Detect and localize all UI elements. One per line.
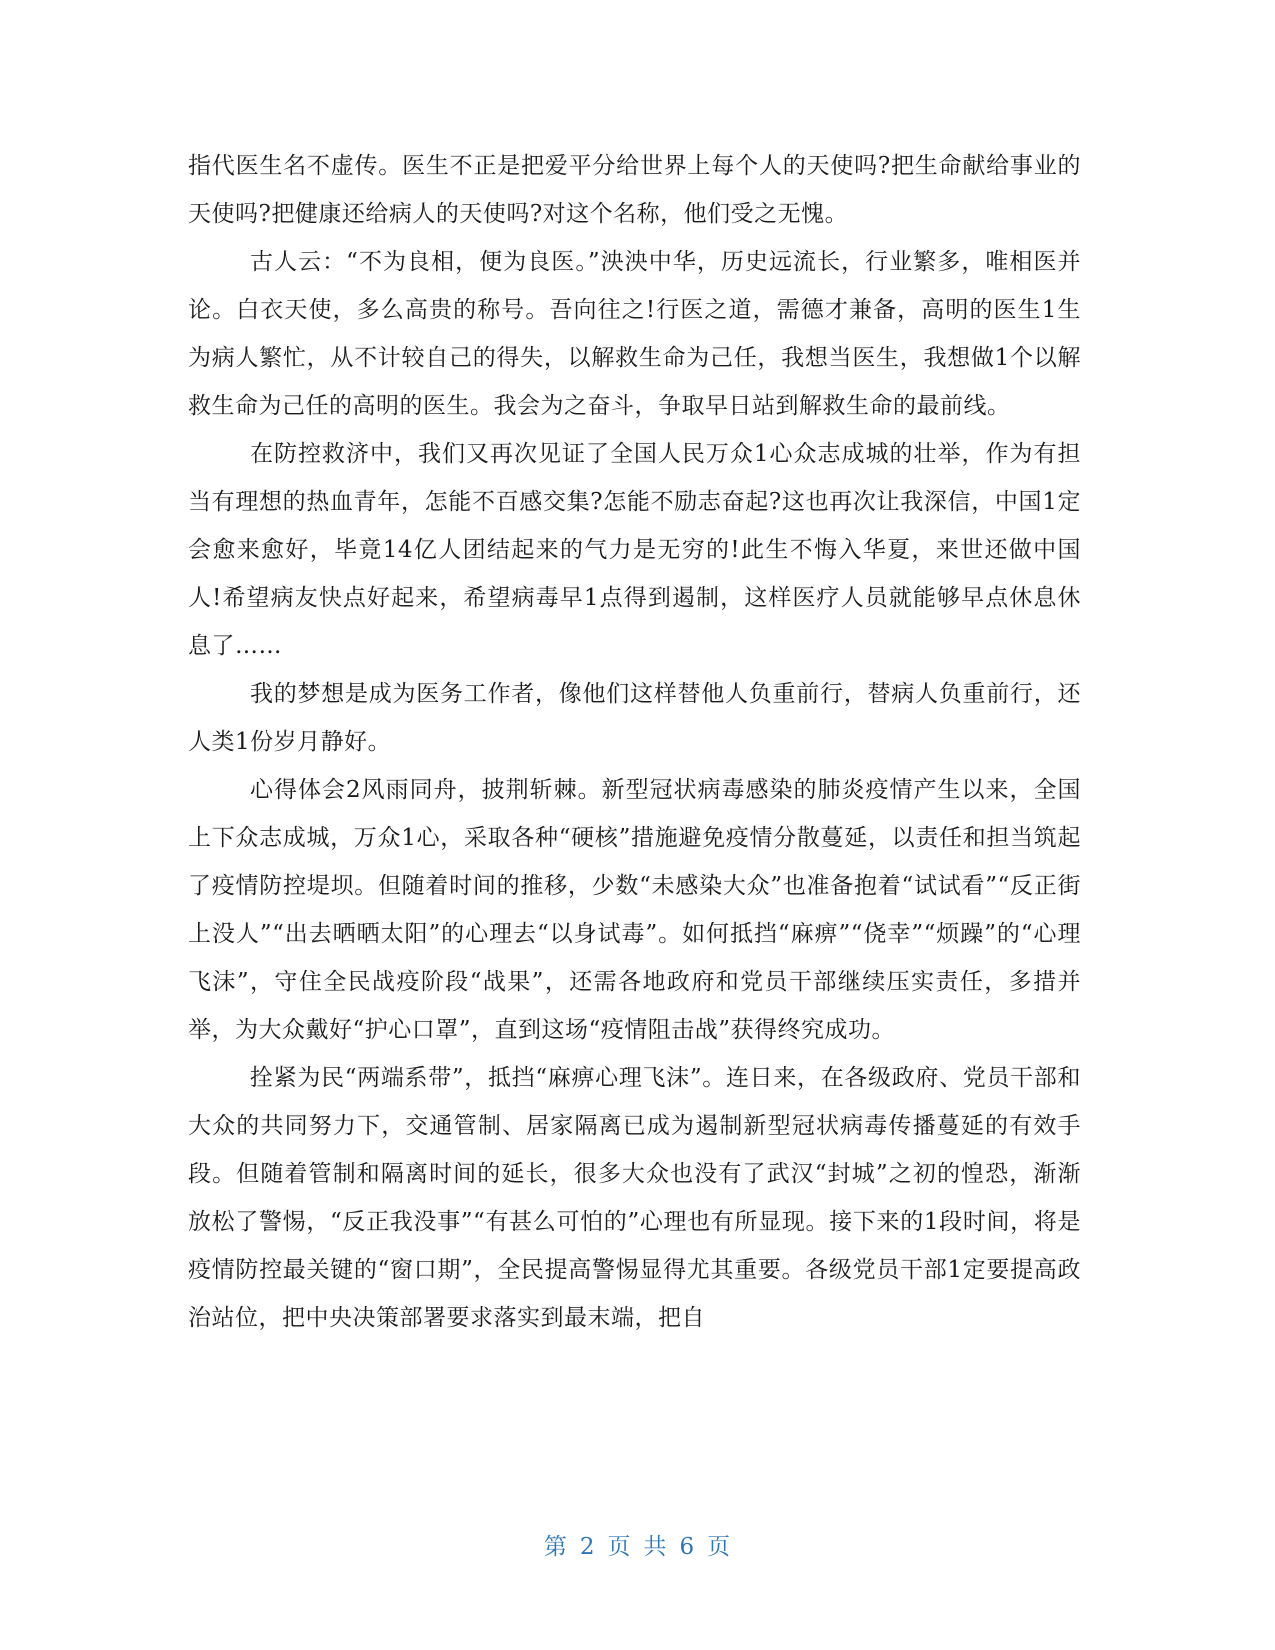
- footer-total-unit: 页: [707, 1534, 732, 1560]
- paragraph-5: 心得体会2风雨同舟，披荆斩棘。新型冠状病毒感染的肺炎疫情产生以来，全国上下众志成城，万众1心，采取各种“硬核”措施避免疫情分散蔓延，以责任和担当筑起了疫情防控堤坝。但随着时间的推移，少数“未感染大众”也准备抱着“试试看”“反正街上没人”“出去晒晒太阳”的心理去“以身试毒”。如何抵挡“麻痹”“侥幸”“烦躁”的“心理飞沫”，守住全民战疫阶段“战果”，还需各地政府和党员干部继续压实责任，多措并举，为大众戴好“护心口罩”，直到这场“疫情阻击战”获得终究成功。: [188, 777, 1081, 1043]
- paragraph-6: 拴紧为民“两端系带”，抵挡“麻痹心理飞沫”。连日来，在各级政府、党员干部和大众的共同努力下，交通管制、居家隔离已成为遏制新型冠状病毒传播蔓延的有效手段。但随着管制和隔离时间的延长，很多大众也没有了武汉“封城”之初的惶恐，渐渐放松了警惕，“反正我没事”“有甚么可怕的”心理也有所显现。接下来的1段时间，将是疫情防控最关键的“窗口期”，全民提高警惕显得尤其重要。各级党员干部1定要提高政治站位，把中央决策部署要求落实到最末端，把自: [188, 1065, 1081, 1331]
- footer-page-unit: 页: [607, 1534, 632, 1560]
- footer-current-page: 2: [579, 1534, 596, 1560]
- paragraph-2: 古人云：“不为良相，便为良医。”泱泱中华，历史远流长，行业繁多，唯相医并论。白衣天使，多么高贵的称号。吾向往之!行医之道，需德才兼备，高明的医生1生为病人繁忙，从不计较自己的得失，以解救生命为己任，我想当医生，我想做1个以解救生命为己任的高明的医生。我会为之奋斗，争取早日站到解救生命的最前线。: [188, 249, 1081, 419]
- page-footer: [0, 1528, 1275, 1561]
- footer-total-prefix: 共: [643, 1534, 668, 1560]
- paragraph-4: 我的梦想是成为医务工作者，像他们这样替他人负重前行，替病人负重前行，还人类1份岁月静好。: [188, 681, 1081, 755]
- paragraph-1: 指代医生名不虚传。医生不正是把爱平分给世界上每个人的天使吗?把生命献给事业的天使吗?把健康还给病人的天使吗?对这个名称，他们受之无愧。: [188, 153, 1081, 227]
- paragraph-3: 在防控救济中，我们又再次见证了全国人民万众1心众志成城的壮举，作为有担当有理想的热血青年，怎能不百感交集?怎能不励志奋起?这也再次让我深信，中国1定会愈来愈好，毕竟14亿人团结起来的气力是无穷的!此生不悔入华夏，来世还做中国人!希望病友快点好起来，希望病毒早1点得到遏制，这样医疗人员就能够早点休息休息了……: [188, 441, 1081, 659]
- footer-total-pages: 6: [679, 1534, 696, 1560]
- footer-prefix: 第: [543, 1534, 568, 1560]
- document-body: [188, 142, 1081, 1342]
